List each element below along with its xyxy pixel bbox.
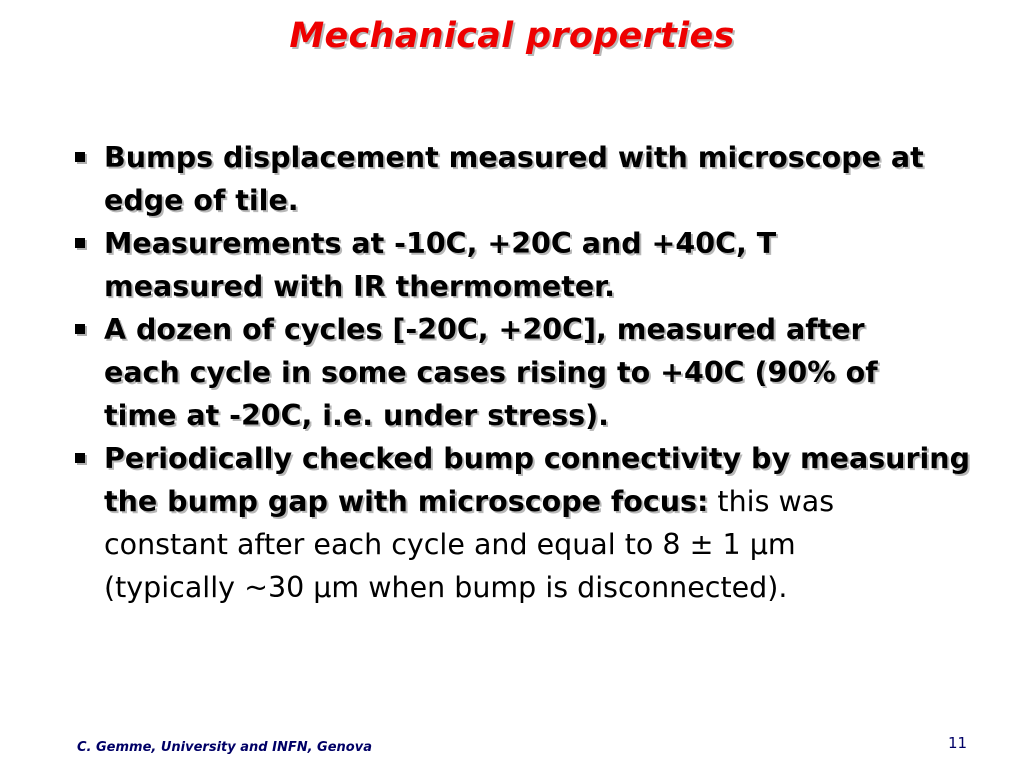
bullet-line: constant after each cycle and equal to 8 ± 1 μm [104,528,796,561]
page-number: 11 [948,734,968,752]
bullet-item [72,136,1002,222]
bullet-line: Bumps displacement measured with microscope at [104,141,924,174]
bullet-line: the bump gap with microscope focus: [104,485,709,518]
bullet-list [72,136,1002,609]
square-bullet-icon [75,324,85,334]
bullet-line: measured with IR thermometer. [104,270,615,303]
square-bullet-icon [75,152,85,162]
bullet-line: (typically ~30 μm when bump is disconnected). [104,571,788,604]
bullet-item [72,308,1002,437]
bullet-item [72,222,1002,308]
square-bullet-icon [75,238,85,248]
bullet-item [72,437,1002,609]
bullet-line-tail: this was [708,485,835,518]
bullet-line: each cycle in some cases rising to +40C (90% of [104,356,878,389]
footer-author: C. Gemme, University and INFN, Genova [77,740,372,755]
square-bullet-icon [75,453,85,463]
bullet-line: edge of tile. [104,184,299,217]
slide-title: Mechanical properties [289,16,735,56]
bullet-line-mixed [104,480,1002,523]
bullet-line: Measurements at -10C, +20C and +40C, T [104,227,777,260]
bullet-line: time at -20C, i.e. under stress). [104,399,609,432]
bullet-line: Periodically checked bump connectivity by measuring [104,442,970,475]
bullet-line: A dozen of cycles [-20C, +20C], measured after [104,313,865,346]
